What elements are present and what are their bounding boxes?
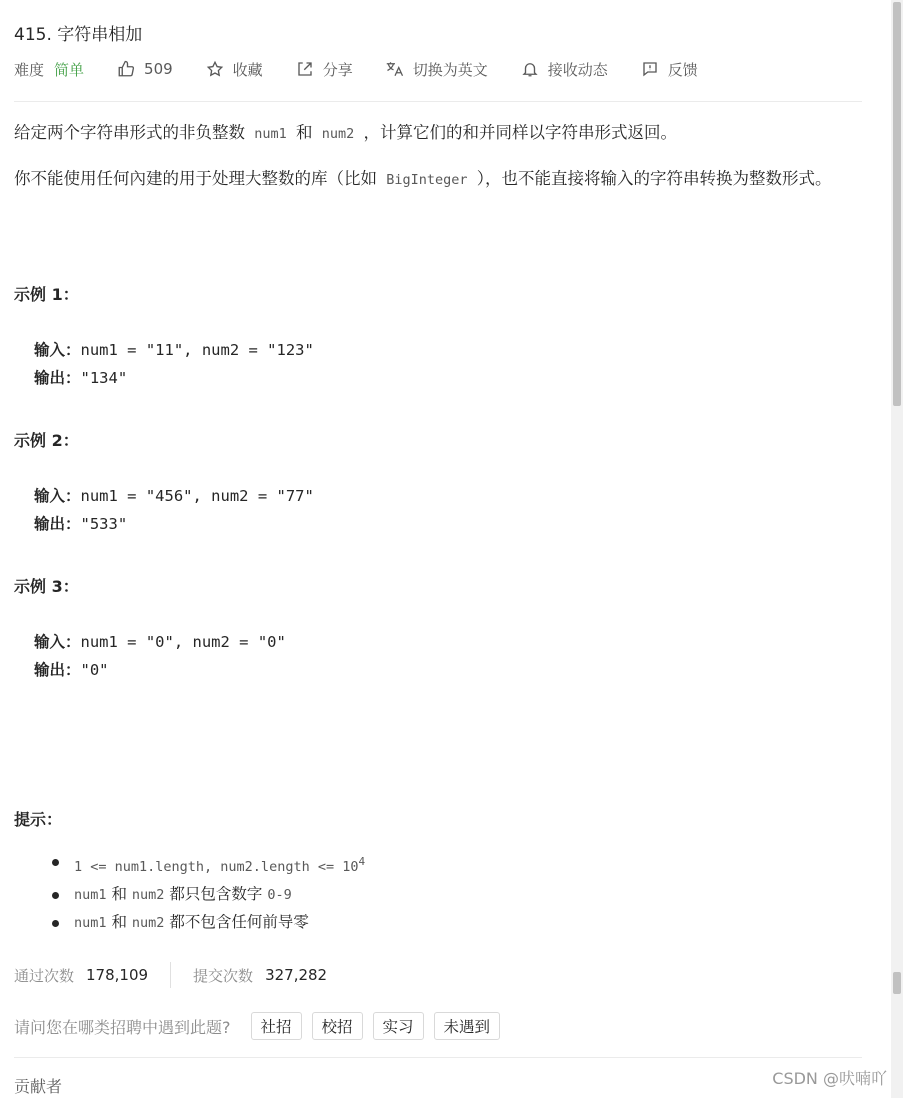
difficulty-label: 难度 [14,60,45,79]
description-paragraph-2 [14,165,862,194]
feedback-label: 反馈 [667,60,698,79]
description-text: 你不能使用任何內建的用于处理大整数的库（比如 [14,169,377,188]
output-label: 输出： [34,369,81,387]
subscribe-label: 接收动态 [547,60,608,79]
example-block [34,628,286,684]
submission-stats [14,962,327,988]
accepted-label: 通过次数 [14,966,75,985]
input-label: 输入： [34,487,81,505]
inline-code: num1 [254,126,287,142]
difficulty-badge: 简单 [54,60,85,79]
subscribe-button[interactable] [520,59,608,80]
like-count: 509 [144,60,173,78]
watermark: CSDN @吠喃吖 [772,1069,887,1088]
example-heading: 示例 2： [14,431,79,450]
problem-title: 415. 字符串相加 [14,25,143,45]
thumbs-up-icon [116,59,136,79]
feedback-icon [640,59,660,79]
stats-divider [170,962,171,988]
share-button[interactable] [295,59,353,80]
scrollbar-thumb-inner[interactable] [893,972,901,994]
inline-code: num1 [74,915,107,932]
recruit-option-internship[interactable]: 实习 [373,1012,424,1040]
hint-text: 和 [111,913,127,932]
description-text: ，计算它们的和并同样以字符串形式返回。 [363,123,678,142]
share-icon [295,59,315,79]
recruit-survey [14,1012,510,1040]
hint-text: 都只包含数字 [169,885,263,904]
translate-icon [385,59,405,79]
input-value: num1 = "11", num2 = "123" [80,341,314,359]
inline-code: 0-9 [267,887,292,904]
output-value: "134" [80,369,128,387]
problem-meta-bar [14,56,730,82]
favorite-button[interactable] [205,59,263,80]
inline-code: BigInteger [386,172,468,188]
header-divider [14,101,862,102]
example-heading: 示例 3： [14,577,79,596]
example-block [34,482,314,538]
like-button[interactable] [116,59,173,79]
inline-code: num1 [74,887,107,904]
list-item [74,848,854,881]
output-value: "533" [80,515,128,533]
star-icon [205,59,225,79]
description-text: 和 [296,123,313,142]
switch-language-button[interactable] [385,59,488,80]
output-label: 输出： [34,515,81,533]
bell-icon [520,59,540,79]
description-paragraph-1 [14,119,862,148]
recruit-option-campus[interactable]: 校招 [312,1012,363,1040]
description-text: ），也不能直接将输入的字符串转换为整数形式。 [476,169,832,188]
hint-constraint: 1 <= num1.length, num2.length <= 10 [74,859,359,876]
inline-code: num2 [131,887,165,904]
input-label: 输入： [34,633,81,651]
hints-list [14,848,854,937]
favorite-label: 收藏 [232,60,263,79]
output-value: "0" [80,661,109,679]
list-item [74,909,854,937]
accepted-count: 178,109 [86,966,149,984]
hint-text: 和 [111,885,127,904]
submitted-count: 327,282 [265,966,328,984]
share-label: 分享 [322,60,353,79]
example-block [34,336,314,392]
input-value: num1 = "456", num2 = "77" [80,487,314,505]
contributors-heading: 贡献者 [14,1077,63,1096]
feedback-button[interactable] [640,59,698,80]
hints-heading: 提示： [14,810,63,829]
hint-text: 都不包含任何前导零 [169,913,309,932]
input-value: num1 = "0", num2 = "0" [80,633,286,651]
scrollbar[interactable] [891,0,903,1098]
list-item [74,881,854,909]
switch-language-label: 切换为英文 [412,60,488,79]
recruit-option-none[interactable]: 未遇到 [434,1012,501,1040]
recruit-option-social[interactable]: 社招 [251,1012,302,1040]
output-label: 输出： [34,661,81,679]
inline-code: num2 [321,126,355,142]
inline-code: num2 [131,915,165,932]
input-label: 输入： [34,341,81,359]
description-text: 给定两个字符串形式的非负整数 [14,123,245,142]
scrollbar-thumb[interactable] [893,2,901,406]
recruit-question: 请问您在哪类招聘中遇到此题? [14,1017,231,1037]
footer-divider [14,1057,862,1058]
hint-exponent: 4 [358,855,366,868]
example-heading: 示例 1： [14,285,79,304]
submitted-label: 提交次数 [193,966,254,985]
